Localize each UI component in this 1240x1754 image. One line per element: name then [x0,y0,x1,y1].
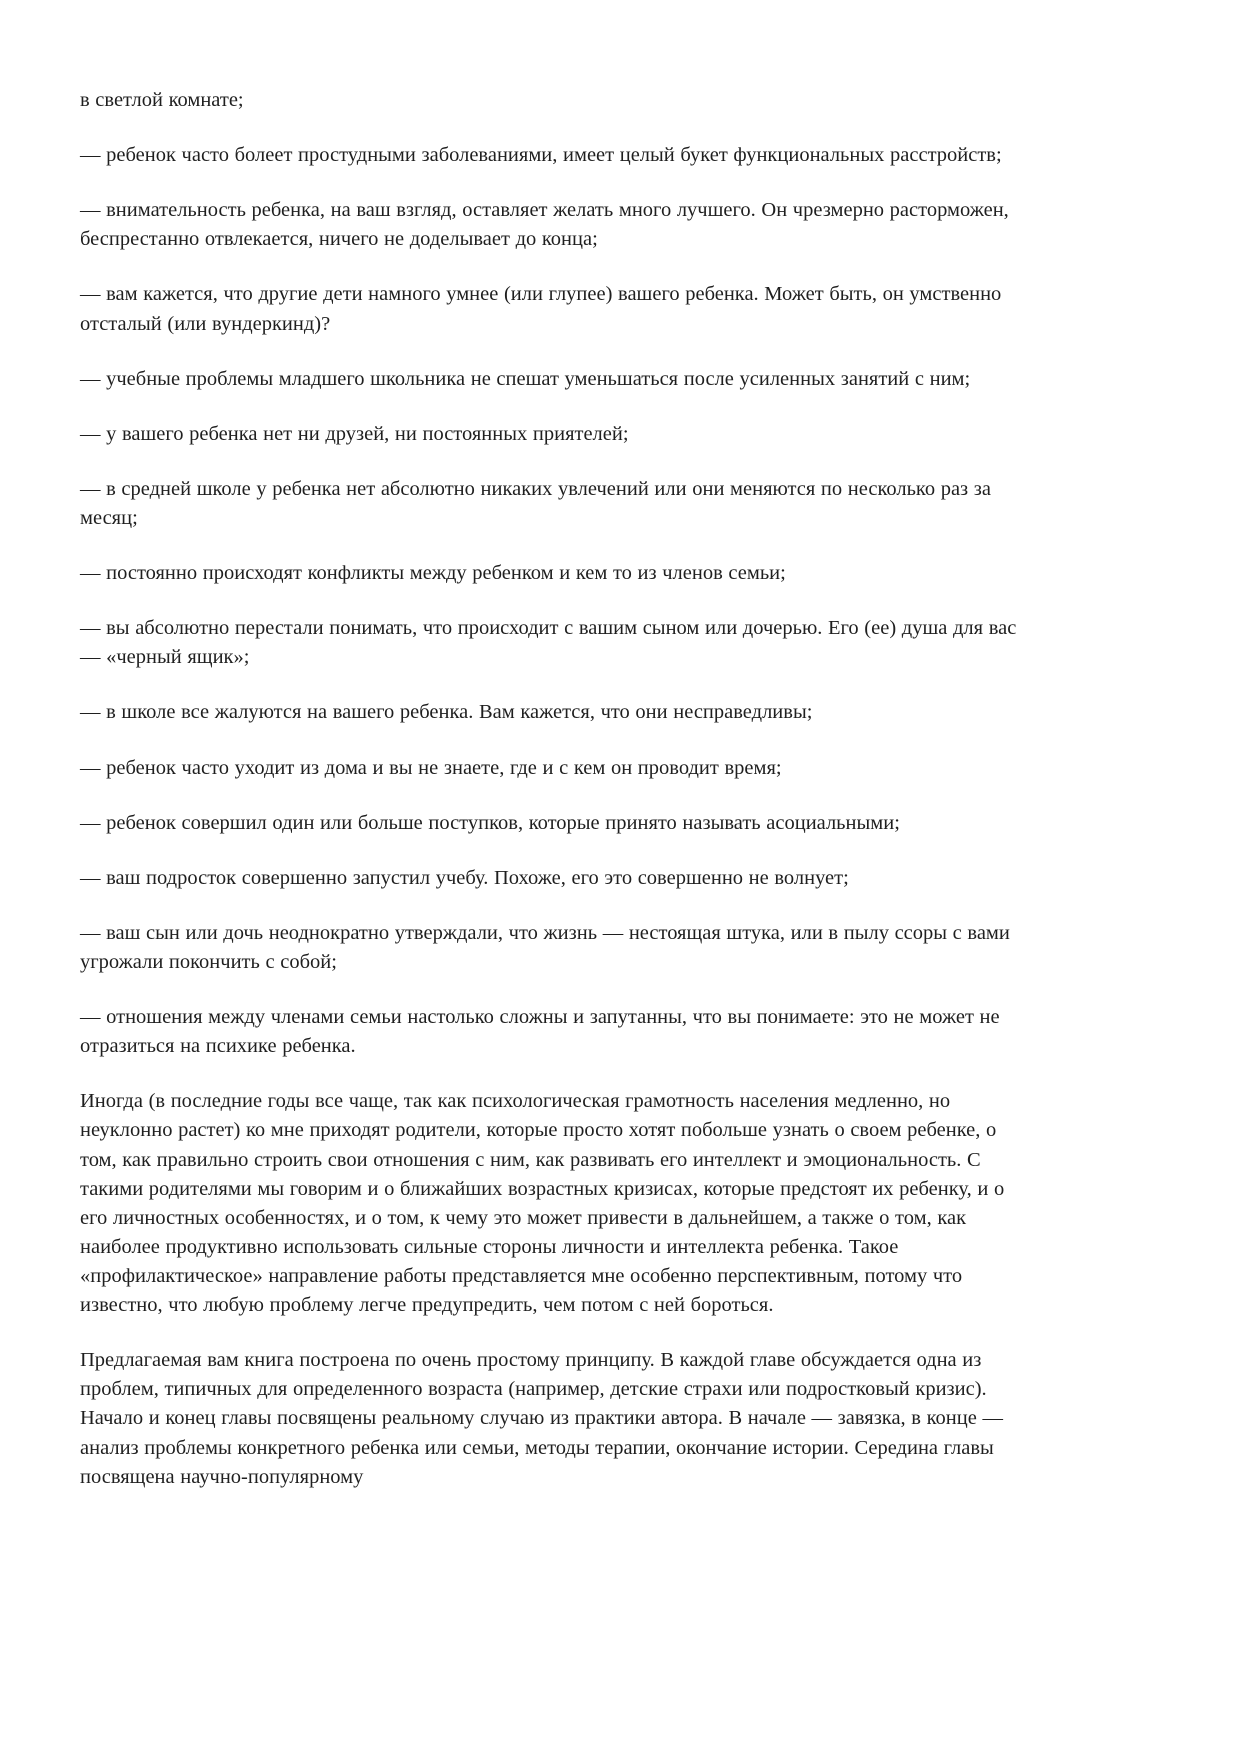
paragraph: — отношения между членами семьи настолько сложны и запутанны, что вы понимаете: это не может не отразиться на психике ребенка. [80,1006,1000,1058]
paragraph: — у вашего ребенка нет ни друзей, ни постоянных приятелей; [80,422,629,445]
paragraph: — ваш подросток совершенно запустил учебу. Похоже, его это совершенно не волнует; [80,866,849,889]
paragraph: в светлой комнате; [80,89,244,111]
paragraph: — ребенок совершил один или больше поступков, которые принято называть асоциальными; [80,811,900,834]
paragraph: — ваш сын или дочь неоднократно утверждали, что жизнь — нестоящая штука, или в пылу ссоры с вами угрожали покончить с собой; [80,921,1010,973]
paragraph: — постоянно происходят конфликты между ребенком и кем то из членов семьи; [80,562,786,585]
paragraph: Предлагаемая вам книга построена по очень простому принципу. В каждой главе обсуждается одна из проблем, типичных для определенного возраста (например, детские страхи или подростковый кризис). Начало и конец главы посвящены реальному случаю из практики автора. В начале — завязка, в конце — анализ проблемы конкретного ребенка или семьи, методы терапии, окончание истории. Середина главы посвящена научно-популярному [80,1349,1003,1488]
paragraph: — вам кажется, что другие дети намного умнее (или глупее) вашего ребенка. Может быть, он умственно отсталый (или вундеркинд)? [80,283,1002,335]
paragraph: — в средней школе у ребенка нет абсолютно никаких увлечений или они меняются по несколько раз за месяц; [80,477,991,529]
paragraph: — вы абсолютно перестали понимать, что происходит с вашим сыном или дочерью. Его (ее) душа для вас — «черный ящик»; [80,617,1017,669]
paragraph: Иногда (в последние годы все чаще, так как психологическая грамотность населения медленно, но неуклонно растет) ко мне приходят родители, которые просто хотят побольше узнать о своем ребенке, о том, как правильно строить свои отношения с ним, как развивать его интеллект и эмоциональность. С такими родителями мы говорим и о ближайших возрастных кризисах, которые предстоят их ребенку, и о его личностных особенностях, и о том, к чему это может привести в дальнейшем, а также о том, как наиболее продуктивно использовать сильные стороны личности и интеллекта ребенка. Такое «профилактическое» направление работы представляется мне особенно перспективным, потому что известно, что любую проблему легче предупредить, чем потом с ней бороться. [80,1090,1005,1317]
paragraph: — ребенок часто болеет простудными заболеваниями, имеет целый букет функциональных расстройств; [80,144,1002,167]
paragraph: — ребенок часто уходит из дома и вы не знаете, где и с кем он проводит время; [80,756,782,779]
paragraph: — учебные проблемы младшего школьника не спешат уменьшаться после усиленных занятий с ним; [80,367,971,390]
paragraph: — внимательность ребенка, на ваш взгляд, оставляет желать много лучшего. Он чрезмерно расторможен, беспрестанно отвлекается, ничего не доделывает до конца; [80,199,1009,251]
text-content [80,86,1020,1492]
paragraph: — в школе все жалуются на вашего ребенка. Вам кажется, что они несправедливы; [80,701,813,724]
